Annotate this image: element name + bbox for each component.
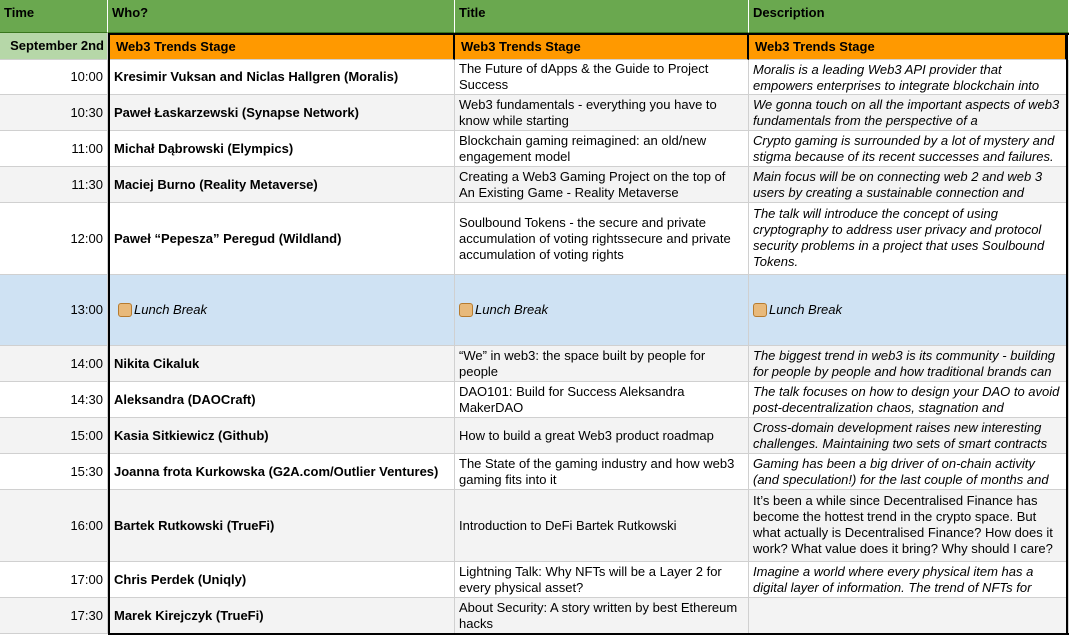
column-header-who[interactable]: Who? <box>108 0 455 33</box>
column-header-title[interactable]: Title <box>455 0 749 33</box>
speaker-cell[interactable]: Maciej Burno (Reality Metaverse) <box>108 167 455 203</box>
stage-cell-who[interactable]: Web3 Trends Stage <box>110 35 455 60</box>
title-cell[interactable]: Soulbound Tokens - the secure and private accumulation of voting rightssecure and private accumulation of voting rights <box>455 203 749 275</box>
time-cell[interactable]: 15:30 <box>0 454 108 490</box>
time-cell[interactable]: 12:00 <box>0 203 108 275</box>
description-cell[interactable]: The biggest trend in web3 is its community - building for people by people and how traditional brands can <box>749 346 1069 382</box>
title-cell[interactable]: The Future of dApps & the Guide to Project Success <box>455 60 749 95</box>
stage-cell-description[interactable]: Web3 Trends Stage <box>749 35 1067 60</box>
stage-cell-title[interactable]: Web3 Trends Stage <box>455 35 749 60</box>
lunch-break-cell[interactable] <box>749 275 1069 346</box>
range-border-top <box>108 33 1069 35</box>
time-cell[interactable]: 15:00 <box>0 418 108 454</box>
speaker-cell[interactable]: Kasia Sitkiewicz (Github) <box>108 418 455 454</box>
description-cell[interactable]: It’s been a while since Decentralised Finance has become the hottest trend in the crypto space. But what actually is Decentralised Finance? How does it work? What value does it bring? Why should I care? <box>749 490 1069 562</box>
title-cell[interactable]: “We” in web3: the space built by people for people <box>455 346 749 382</box>
lunch-break-label: Lunch Break <box>769 302 842 317</box>
lunch-break-label: Lunch Break <box>475 302 548 317</box>
time-cell[interactable]: 17:30 <box>0 598 108 634</box>
speaker-cell[interactable]: Kresimir Vuksan and Niclas Hallgren (Moralis) <box>108 60 455 95</box>
title-cell[interactable]: DAO101: Build for Success Aleksandra MakerDAO <box>455 382 749 418</box>
bread-icon <box>118 303 132 317</box>
time-cell[interactable]: 11:30 <box>0 167 108 203</box>
description-cell[interactable]: Cross-domain development raises new interesting challenges. Maintaining two sets of smart contracts <box>749 418 1069 454</box>
description-cell[interactable]: Imagine a world where every physical item has a digital layer of information. The trend of NFTs for <box>749 562 1069 598</box>
column-header-description[interactable]: Description <box>749 0 1069 33</box>
time-cell[interactable]: 14:00 <box>0 346 108 382</box>
lunch-break-cell[interactable] <box>108 275 455 346</box>
speaker-cell[interactable]: Paweł Łaskarzewski (Synapse Network) <box>108 95 455 131</box>
description-cell[interactable]: The talk focuses on how to design your DAO to avoid post-decentralization chaos, stagnation and <box>749 382 1069 418</box>
speaker-cell[interactable]: Michał Dąbrowski (Elympics) <box>108 131 455 167</box>
range-border-left <box>108 33 110 635</box>
title-cell[interactable]: Blockchain gaming reimagined: an old/new engagement model <box>455 131 749 167</box>
lunch-break-label: Lunch Break <box>134 302 207 317</box>
speaker-cell[interactable]: Aleksandra (DAOCraft) <box>108 382 455 418</box>
time-cell[interactable]: 11:00 <box>0 131 108 167</box>
range-border-right <box>1066 33 1068 635</box>
time-cell[interactable]: 10:30 <box>0 95 108 131</box>
description-cell[interactable]: Gaming has been a big driver of on-chain activity (and speculation!) for the last couple of months and <box>749 454 1069 490</box>
date-cell[interactable]: September 2nd <box>0 33 108 60</box>
description-cell[interactable]: Crypto gaming is surrounded by a lot of mystery and stigma because of its recent successes and failures. <box>749 131 1069 167</box>
speaker-cell[interactable]: Bartek Rutkowski (TrueFi) <box>108 490 455 562</box>
time-cell[interactable]: 17:00 <box>0 562 108 598</box>
lunch-break-cell[interactable] <box>455 275 749 346</box>
title-cell[interactable]: Introduction to DeFi Bartek Rutkowski <box>455 490 749 562</box>
column-header-time[interactable]: Time <box>0 0 108 33</box>
speaker-cell[interactable]: Chris Perdek (Uniqly) <box>108 562 455 598</box>
time-cell[interactable]: 16:00 <box>0 490 108 562</box>
title-cell[interactable]: The State of the gaming industry and how web3 gaming fits into it <box>455 454 749 490</box>
title-cell[interactable]: How to build a great Web3 product roadmap <box>455 418 749 454</box>
speaker-cell[interactable]: Nikita Cikaluk <box>108 346 455 382</box>
time-cell[interactable]: 13:00 <box>0 275 108 346</box>
speaker-cell[interactable]: Marek Kirejczyk (TrueFi) <box>108 598 455 634</box>
description-cell[interactable]: Main focus will be on connecting web 2 and web 3 users by creating a sustainable connection and <box>749 167 1069 203</box>
time-cell[interactable]: 14:30 <box>0 382 108 418</box>
speaker-cell[interactable]: Joanna frota Kurkowska (G2A.com/Outlier Ventures) <box>108 454 455 490</box>
description-cell[interactable]: The talk will introduce the concept of using cryptography to address user privacy and protocol security problems in a project that uses Soulbound Tokens. <box>749 203 1069 275</box>
bread-icon <box>459 303 473 317</box>
bread-icon <box>753 303 767 317</box>
title-cell[interactable]: Lightning Talk: Why NFTs will be a Layer 2 for every physical asset? <box>455 562 749 598</box>
title-cell[interactable]: About Security: A story written by best Ethereum hacks <box>455 598 749 634</box>
range-border-bottom <box>108 633 1069 635</box>
description-cell[interactable] <box>749 598 1069 634</box>
description-cell[interactable]: Moralis is a leading Web3 API provider that empowers enterprises to integrate blockchain into <box>749 60 1069 95</box>
title-cell[interactable]: Web3 fundamentals - everything you have to know while starting <box>455 95 749 131</box>
time-cell[interactable]: 10:00 <box>0 60 108 95</box>
description-cell[interactable]: We gonna touch on all the important aspects of web3 fundamentals from the perspective of a <box>749 95 1069 131</box>
speaker-cell[interactable]: Paweł “Pepesza” Peregud (Wildland) <box>108 203 455 275</box>
title-cell[interactable]: Creating a Web3 Gaming Project on the top of An Existing Game - Reality Metaverse <box>455 167 749 203</box>
